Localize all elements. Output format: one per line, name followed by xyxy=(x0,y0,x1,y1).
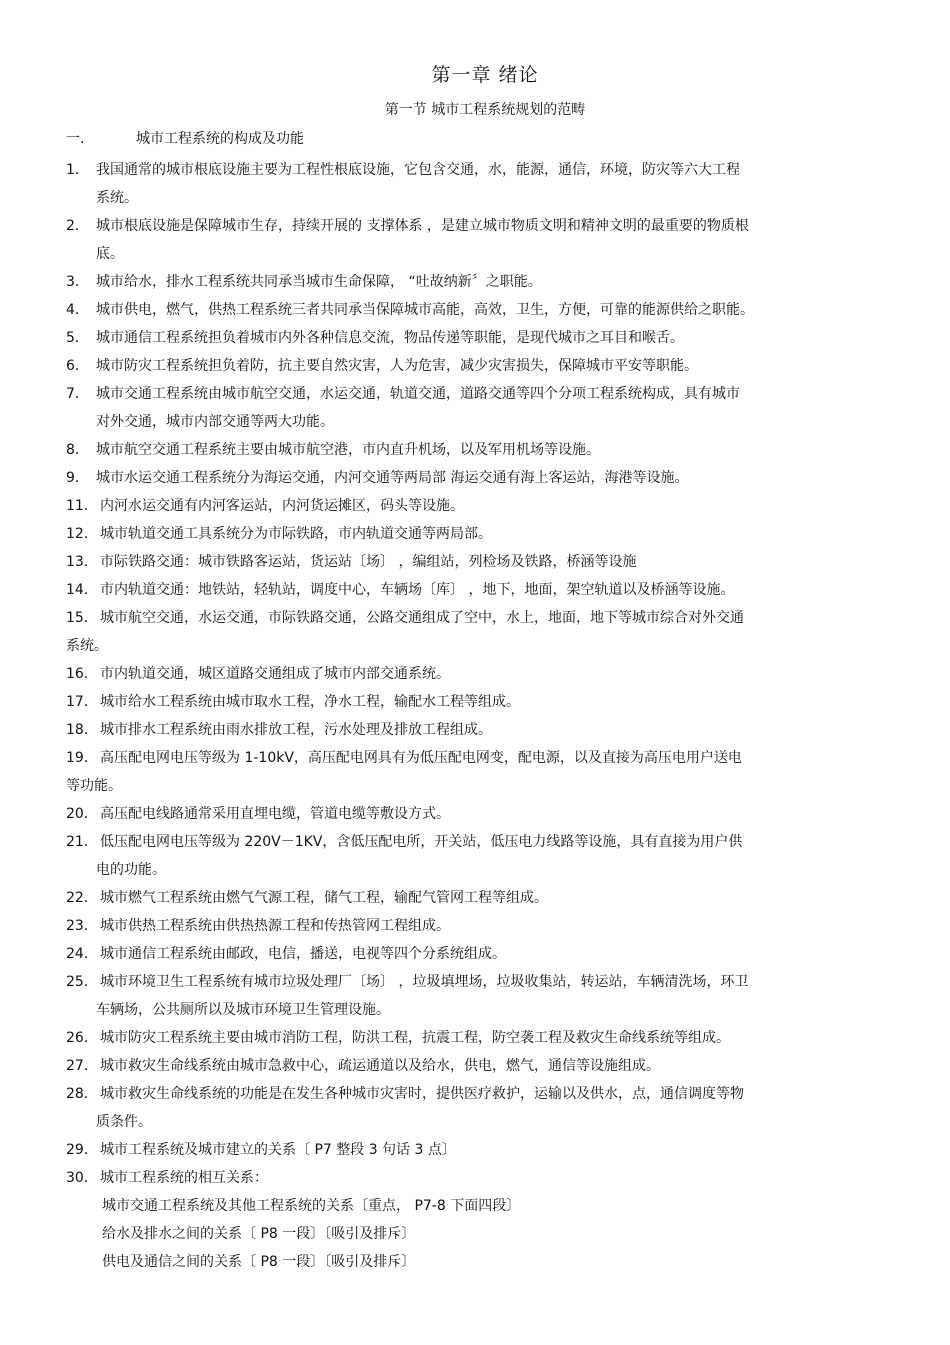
item-number: 6． xyxy=(66,358,89,374)
subheading xyxy=(66,128,304,148)
list-item xyxy=(0,1052,950,1080)
item-number: 9． xyxy=(66,470,89,486)
item-text: 城市排水工程系统由雨水排放工程，污水处理及排放工程组成。 xyxy=(100,722,492,738)
item-text: 城市救灾生命线系统由城市急救中心，疏运通道以及给水，供电，燃气，通信等设施组成。 xyxy=(100,1058,660,1074)
item-number: 30． xyxy=(66,1170,98,1186)
list-item xyxy=(0,520,950,548)
list-item xyxy=(0,1164,950,1192)
sub-item: 城市交通工程系统及其他工程系统的关系〔重点， P7-8 下面四段〕 xyxy=(102,1198,521,1214)
item-text: 城市供热工程系统由供热热源工程和传热管网工程组成。 xyxy=(100,918,450,934)
list-item xyxy=(0,1136,950,1164)
item-text-continued: 系统。 xyxy=(66,638,108,654)
list-item xyxy=(0,492,950,520)
item-text-continued: 对外交通，城市内部交通等两大功能。 xyxy=(96,414,334,430)
list-item xyxy=(0,156,950,212)
sub-item: 供电及通信之间的关系〔 P8 一段〕〔吸引及排斥〕 xyxy=(102,1254,416,1270)
item-number: 22． xyxy=(66,890,98,906)
item-number: 11． xyxy=(66,498,98,514)
item-text: 我国通常的城市根底设施主要为工程性根底设施，它包含交通，水，能源，通信，环境，防灾等六大工程 xyxy=(96,162,740,178)
item-number: 25． xyxy=(66,974,98,990)
item-number: 1． xyxy=(66,162,89,178)
item-text: 城市救灾生命线系统的功能是在发生各种城市灾害时，提供医疗救护，运输以及供水，点，通信调度等物 xyxy=(100,1086,744,1102)
item-number: 12． xyxy=(66,526,98,542)
item-number: 26． xyxy=(66,1030,98,1046)
item-text-continued: 车辆场，公共厕所以及城市环境卫生管理设施。 xyxy=(96,1002,390,1018)
list-item xyxy=(0,352,950,380)
list-item xyxy=(0,1024,950,1052)
item-text: 城市轨道交通工具系统分为市际铁路，市内轨道交通等两局部。 xyxy=(100,526,492,542)
item-number: 7． xyxy=(66,386,89,402)
item-number: 14． xyxy=(66,582,98,598)
item-number: 3． xyxy=(66,274,89,290)
item-number: 13． xyxy=(66,554,98,570)
item-number: 29． xyxy=(66,1142,98,1158)
list-item xyxy=(0,548,950,576)
item-text: 城市供电，燃气，供热工程系统三者共同承当保障城市高能，高效，卫生，方便，可靠的能源供给之职能。 xyxy=(96,302,754,318)
item-text: 城市根底设施是保障城市生存，持续开展的 支撑体系 ，是建立城市物质文明和精神文明的最重要的物质根 xyxy=(96,218,749,234)
item-text-continued: 质条件。 xyxy=(96,1114,152,1130)
item-number: 21． xyxy=(66,834,98,850)
item-text-continued: 底。 xyxy=(96,246,124,262)
item-number: 19． xyxy=(66,750,98,766)
item-text-continued: 电的功能。 xyxy=(96,862,166,878)
item-text: 城市通信工程系统由邮政，电信，播送，电视等四个分系统组成。 xyxy=(100,946,506,962)
list-item xyxy=(0,380,950,436)
chapter-title: 第一章 绪论 xyxy=(431,64,539,86)
item-text: 城市交通工程系统由城市航空交通，水运交通，轨道交通，道路交通等四个分项工程系统构成，具有城市 xyxy=(96,386,740,402)
subheading-number: 一. xyxy=(66,131,85,147)
list-item xyxy=(0,828,950,884)
item-text: 城市航空交通，水运交通，市际铁路交通，公路交通组成了空中，水上，地面，地下等城市综合对外交通 xyxy=(100,610,744,626)
item-number: 17． xyxy=(66,694,98,710)
item-text: 城市防灾工程系统主要由城市消防工程，防洪工程，抗震工程，防空袭工程及救灾生命线系统等组成。 xyxy=(100,1030,730,1046)
list-item xyxy=(0,968,950,1024)
item-text: 城市水运交通工程系统分为海运交通，内河交通等两局部 海运交通有海上客运站，海港等设施。 xyxy=(96,470,689,486)
item-text: 城市给水，排水工程系统共同承当城市生命保障， “吐故纳新〞之职能。 xyxy=(96,274,542,290)
list-item xyxy=(0,576,950,604)
list-item xyxy=(0,464,950,492)
item-text: 市际铁路交通：城市铁路客运站，货运站〔场〕 ，编组站，列检场及铁路，桥涵等设施 xyxy=(100,554,637,570)
item-text-continued: 等功能。 xyxy=(66,778,122,794)
item-number: 23． xyxy=(66,918,98,934)
item-text: 低压配电网电压等级为 220V－1KV，含低压配电所，开关站，低压电力线路等设施，具有直接为用户供 xyxy=(100,834,743,850)
item-number: 5． xyxy=(66,330,89,346)
item-number: 20． xyxy=(66,806,98,822)
list-item xyxy=(0,884,950,912)
item-number: 15． xyxy=(66,610,98,626)
item-number: 2． xyxy=(66,218,89,234)
item-text: 内河水运交通有内河客运站，内河货运摊区，码头等设施。 xyxy=(100,498,464,514)
list-item xyxy=(0,604,950,660)
item-list xyxy=(0,156,950,1276)
item-text: 城市通信工程系统担负着城市内外各种信息交流，物品传递等职能，是现代城市之耳目和喉舌。 xyxy=(96,330,684,346)
list-item xyxy=(0,212,950,268)
list-item xyxy=(0,436,950,464)
item-text: 城市防灾工程系统担负着防，抗主要自然灾害，人为危害，减少灾害损失，保障城市平安等职能。 xyxy=(96,358,698,374)
list-item xyxy=(0,716,950,744)
item-number: 18． xyxy=(66,722,98,738)
item-text: 市内轨道交通：地铁站，轻轨站，调度中心，车辆场〔库〕 ，地下，地面，架空轨道以及桥涵等设施。 xyxy=(100,582,735,598)
item-text-continued: 系统。 xyxy=(96,190,138,206)
list-item xyxy=(0,744,950,800)
list-item xyxy=(0,660,950,688)
list-item xyxy=(0,324,950,352)
item-text: 市内轨道交通，城区道路交通组成了城市内部交通系统。 xyxy=(100,666,450,682)
item-number: 16． xyxy=(66,666,98,682)
item-number: 8． xyxy=(66,442,89,458)
subheading-text: 城市工程系统的构成及功能 xyxy=(136,131,304,147)
item-text: 城市给水工程系统由城市取水工程，净水工程，输配水工程等组成。 xyxy=(100,694,520,710)
list-item xyxy=(0,296,950,324)
list-item xyxy=(0,912,950,940)
item-number: 28． xyxy=(66,1086,98,1102)
item-text: 高压配电线路通常采用直埋电缆，管道电缆等敷设方式。 xyxy=(100,806,450,822)
item-text: 城市工程系统及城市建立的关系〔 P7 整段 3 句话 3 点〕 xyxy=(100,1142,456,1158)
section-title: 第一节 城市工程系统规划的范畴 xyxy=(384,102,586,118)
list-item xyxy=(0,1080,950,1136)
item-number: 27． xyxy=(66,1058,98,1074)
item-number: 4． xyxy=(66,302,89,318)
sub-item: 给水及排水之间的关系〔 P8 一段〕〔吸引及排斥〕 xyxy=(102,1226,416,1242)
list-item xyxy=(0,268,950,296)
item-text: 城市航空交通工程系统主要由城市航空港，市内直升机场，以及军用机场等设施。 xyxy=(96,442,600,458)
item-number: 24． xyxy=(66,946,98,962)
list-item xyxy=(0,688,950,716)
list-item xyxy=(0,940,950,968)
item-text: 城市工程系统的相互关系： xyxy=(100,1170,268,1186)
item-text: 高压配电网电压等级为 1-10kV，高压配电网具有为低压配电网变，配电源，以及直接为高压电用户送电 xyxy=(100,750,742,766)
item-text: 城市环境卫生工程系统有城市垃圾处理厂〔场〕 ，垃圾填埋场，垃圾收集站，转运站，车辆清洗场，环卫 xyxy=(100,974,749,990)
item-text: 城市燃气工程系统由燃气气源工程，储气工程，输配气管网工程等组成。 xyxy=(100,890,548,906)
list-item xyxy=(0,800,950,828)
